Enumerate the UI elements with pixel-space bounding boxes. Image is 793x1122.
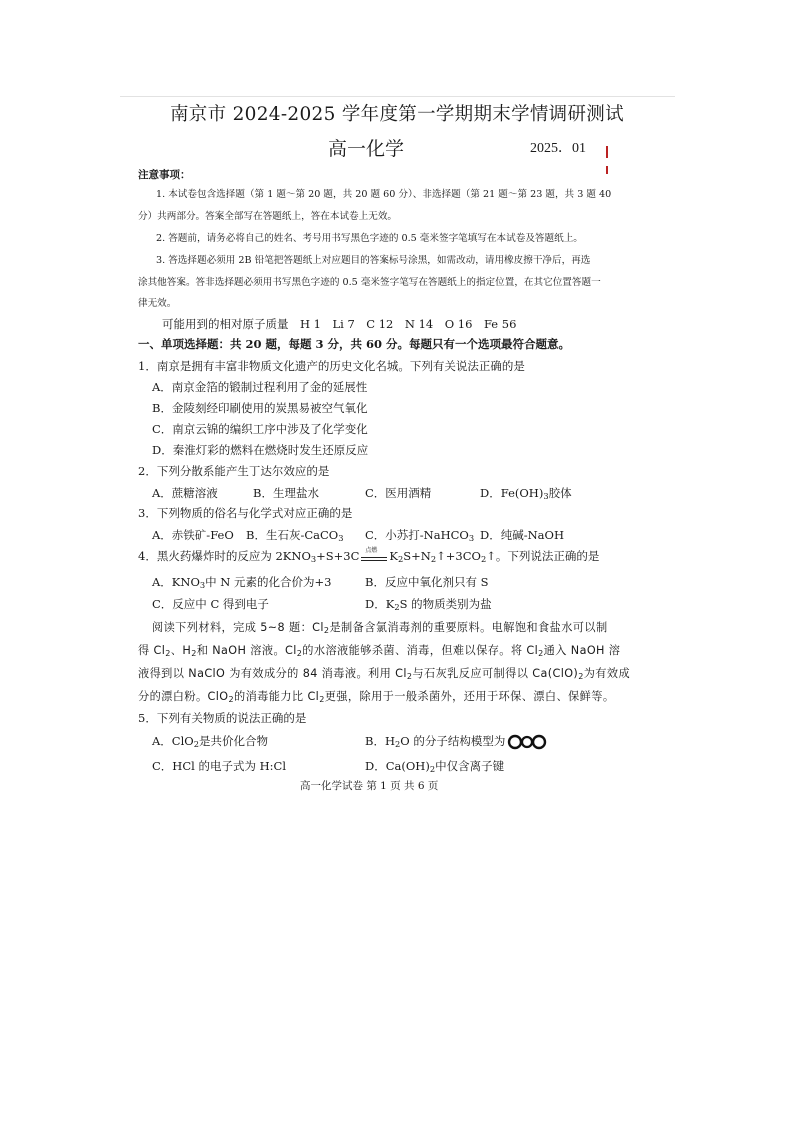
q2-option-a: A．蔗糖溶液 [152, 486, 218, 500]
q2-stem: 2．下列分散系能产生丁达尔效应的是 [138, 464, 330, 478]
q2-option-b: B．生理盐水 [253, 486, 319, 500]
q1-option-a: A．南京金箔的锻制过程利用了金的延展性 [152, 380, 368, 394]
q4-option-b: B．反应中氧化剂只有 S [365, 575, 489, 589]
q4-option-c: C．反应中 C 得到电子 [152, 597, 269, 611]
q5-option-a: A．ClO$_2$是共价化合物 [152, 734, 268, 750]
q4-stem: 4．黑火药爆炸时的反应为 $2KNO_3+S+3C$ 点燃 $K_2S+N_2↑+3CO_2↑$。下列说法正确的是 [138, 547, 600, 565]
exam-title: 南京市 2024-2025 学年度第一学期期末学情调研测试 [170, 104, 624, 125]
material-line-3: 液得到以 NaClO 为有效成分的 84 消毒液。利用 $Cl_2$与石灰乳反应可制得以 $Ca(ClO)_2$为有效成 [138, 667, 631, 682]
top-rule [120, 96, 675, 97]
q2-option-d: D．$Fe(OH)_3$胶体 [480, 486, 572, 502]
q5-option-d: D．$Ca(OH)_2$中仅含离子键 [365, 759, 505, 775]
exam-date: 2025．01 [530, 141, 586, 156]
q1-stem: 1．南京是拥有丰富非物质文化遗产的历史文化名城。下列有关说法正确的是 [138, 359, 525, 373]
margin-mark [606, 146, 608, 158]
notice-item-3-end: 律无效。 [138, 298, 177, 309]
section-heading: 一、单项选择题：共 20 题，每题 3 分，共 60 分。每题只有一个选项最符合题意。 [138, 337, 571, 351]
q4-option-d: D．$K_2S$ 的物质类别为盐 [365, 597, 492, 613]
q5-option-c: C．HCl 的电子式为 H:Cl [152, 759, 286, 773]
subject-title: 高一化学 [328, 138, 405, 160]
material-line-1: 阅读下列材料，完成 5~8 题：$Cl_2$是制备含氯消毒剂的重要原料。电解饱和食盐水可以制 [152, 621, 608, 636]
q3-stem: 3．下列物质的俗名与化学式对应正确的是 [138, 506, 353, 520]
notice-item-1: 1. 本试卷包含选择题（第 1 题～第 20 题，共 20 题 60 分）、非选择题（第 21 题～第 23 题，共 3 题 40 [156, 189, 612, 200]
notice-item-3: 3. 答选择题必须用 2B 铅笔把答题纸上对应题目的答案标号涂黑，如需改动，请用橡皮擦干净后，再选 [156, 255, 591, 266]
material-line-4: 分的漂白粉。ClO$_2$的消毒能力比 $Cl_2$更强，除用于一般杀菌外，还用于环保、漂白、保鲜等。 [138, 690, 615, 705]
water-molecule-model-icon [507, 734, 547, 750]
q1-option-b: B．金陵刻经印刷使用的炭黑易被空气氧化 [152, 401, 368, 415]
material-line-2: 得 $Cl_2$、$H_2$和 NaOH 溶液。$Cl_2$的水溶液能够杀菌、消毒，但难以保存。将 $Cl_2$通入 NaOH 溶 [138, 644, 621, 659]
notice-item-1-cont: 分）共两部分。答案全部写在答题纸上，答在本试卷上无效。 [138, 211, 398, 222]
q5-option-b: B．$H_2O$ 的分子结构模型为 [365, 733, 547, 750]
q5-stem: 5．下列有关物质的说法正确的是 [138, 711, 307, 725]
q3-option-b: B．生石灰-CaCO$_3$ [246, 528, 344, 544]
q3-option-a: A．赤铁矿-FeO [152, 528, 234, 542]
reaction-arrow: 点燃 [361, 551, 387, 563]
q1-option-c: C．南京云锦的编织工序中涉及了化学变化 [152, 422, 368, 436]
q3-option-d: D．纯碱-NaOH [480, 528, 564, 542]
notice-item-2: 2. 答题前，请务必将自己的姓名、考号用书写黑色字迹的 0.5 毫米签字笔填写在本试卷及答题纸上。 [156, 233, 583, 244]
q4-option-a: A．$KNO_3$中 N 元素的化合价为+3 [152, 575, 332, 591]
notice-item-3-cont: 涂其他答案。答非选择题必须用书写黑色字迹的 0.5 毫米签字笔写在答题纸上的指定位置，在其它位置答题一 [138, 277, 601, 288]
q3-option-c: C．小苏打-NaHCO$_3$ [365, 528, 475, 544]
q2-option-c: C．医用酒精 [365, 486, 432, 500]
notice-heading: 注意事项： [138, 169, 191, 181]
margin-mark [606, 166, 608, 174]
page-footer: 高一化学试卷 第 1 页 共 6 页 [300, 780, 439, 792]
q1-option-d: D．秦淮灯彩的燃料在燃烧时发生还原反应 [152, 443, 369, 457]
atomic-masses: 可能用到的相对原子质量 H 1 Li 7 C 12 N 14 O 16 Fe 56 [162, 317, 517, 331]
